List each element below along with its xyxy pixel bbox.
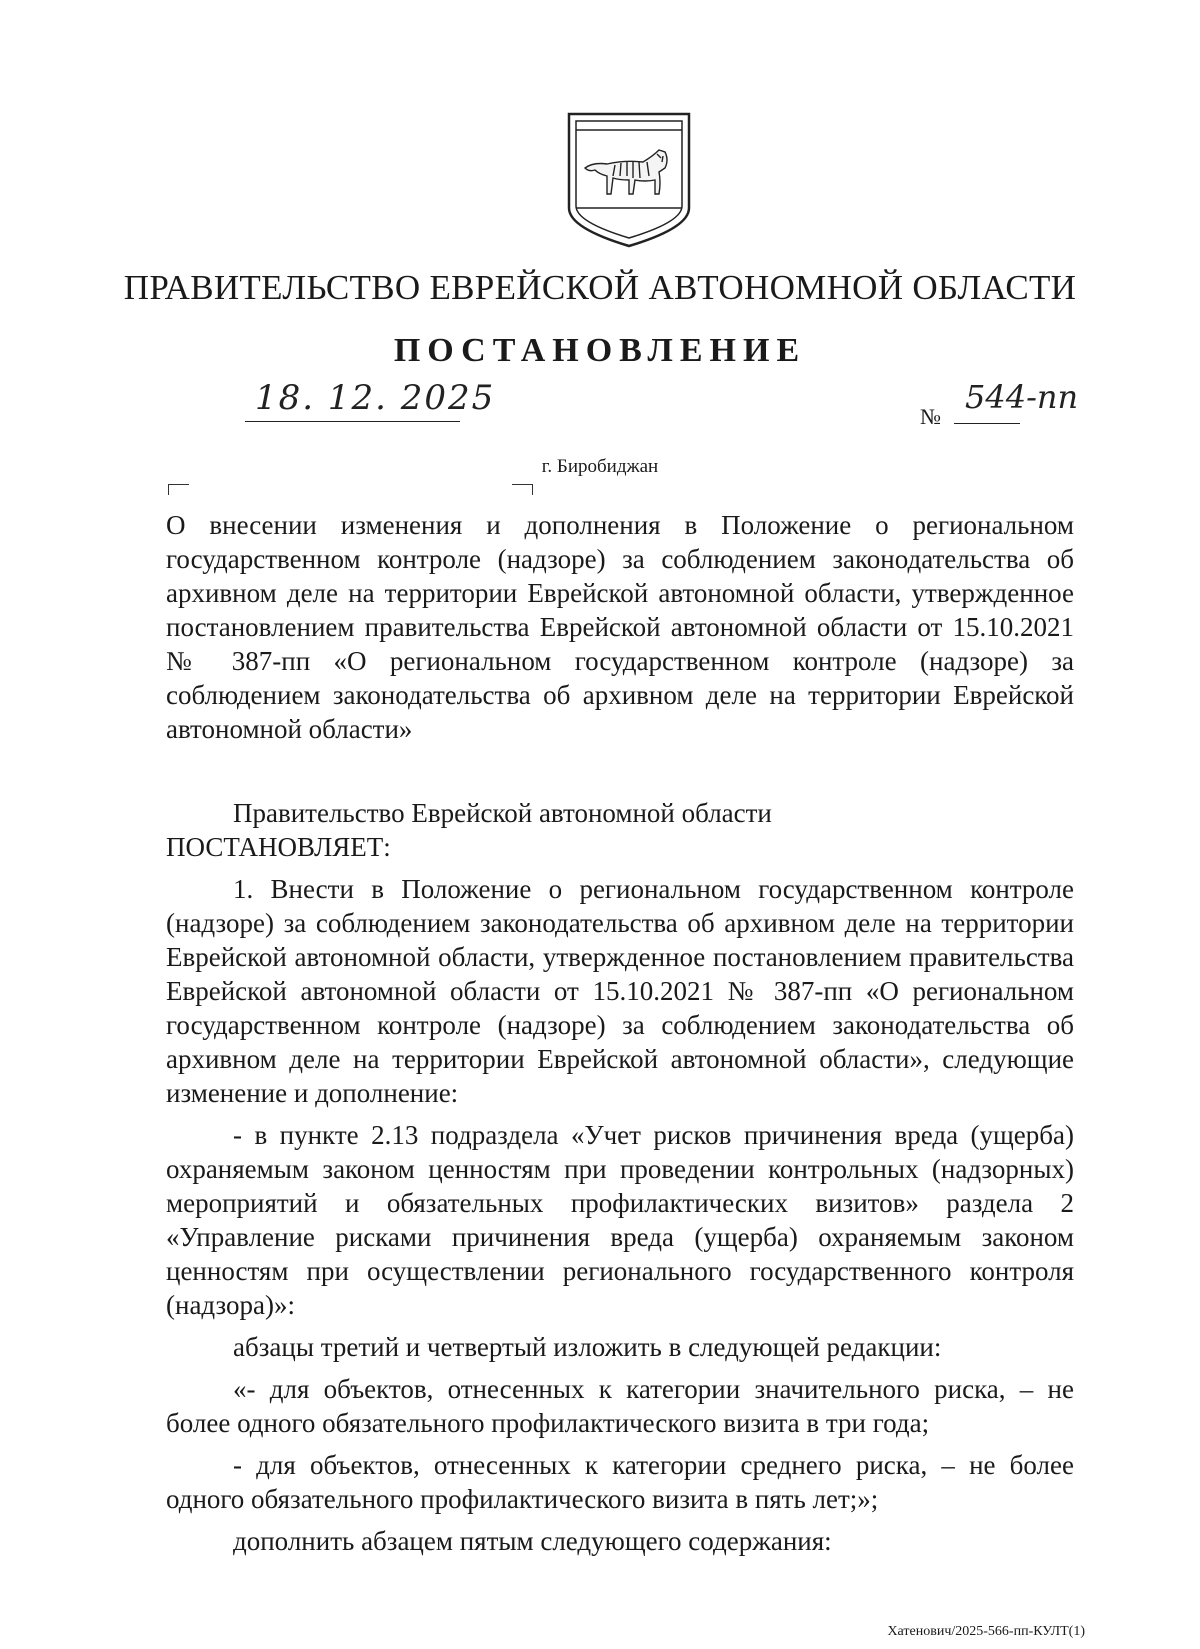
body-paragraph-clause-2-13: - в пункте 2.13 подраздела «Учет рисков причинения вреда (ущерба) охраняемым законом ценностям при проведении контрольных (надзорных) мероприятий и обязательных профилактических визитов» раздела 2 «Управление рисками причинения вреда (ущерба) охраняемым законом ценностям при осуществлении регионального государственного контроля (надзора)»: xyxy=(166,1120,1074,1320)
tiger-coat-of-arms-icon xyxy=(565,110,693,250)
document-type-title: ПОСТАНОВЛЕНИЕ xyxy=(393,332,807,369)
body-paragraph-add-fifth: дополнить абзацем пятым следующего содержания: xyxy=(233,1526,832,1556)
place-of-issue: г. Биробиджан xyxy=(541,456,659,477)
issuing-authority: ПРАВИТЕЛЬСТВО ЕВРЕЙСКОЙ АВТОНОМНОЙ ОБЛАСТИ xyxy=(123,268,1077,307)
date-underline xyxy=(245,421,460,422)
body-paragraph-government: Правительство Еврейской автономной области xyxy=(233,798,772,828)
subject-text: О внесении изменения и дополнения в Положение о региональном государственном контроле (надзоре) за соблюдением законодательства об архивном деле на территории Еврейской автономной области, утвержденное постановлением правительства Еврейской автономной области от 15.10.2021 № 387-пп «О региональном государственном контроле (надзоре) за соблюдением законодательства об архивном деле на территории Еврейской автономной области» xyxy=(166,510,1074,744)
coat-of-arms-emblem xyxy=(565,110,693,250)
document-number xyxy=(920,378,1090,434)
subject-bracket-right xyxy=(512,484,533,495)
document-body xyxy=(166,796,1074,1558)
body-paragraph-significant-risk: «- для объектов, отнесенных к категории значительного риска, – не более одного обязательного профилактического визита в три года; xyxy=(166,1374,1074,1438)
body-paragraph-paragraphs-3-4: абзацы третий и четвертый изложить в следующей редакции: xyxy=(233,1332,942,1362)
handwritten-date: 18. 12. 2025 xyxy=(255,378,496,418)
body-paragraph-resolves: ПОСТАНОВЛЯЕТ: xyxy=(166,832,391,862)
document-reference-code: Хатенович/2025-566-пп-КУЛТ(1) xyxy=(887,1624,1085,1639)
subject-bracket-left xyxy=(168,484,189,495)
number-underline xyxy=(954,423,1020,424)
document-date xyxy=(245,378,496,428)
handwritten-number: 544-пп xyxy=(965,378,1079,416)
number-sign: № xyxy=(920,404,941,429)
body-paragraph-item-1: 1. Внести в Положение о региональном государственном контроле (надзоре) за соблюдением законодательства об архивном деле на территории Еврейской автономной области, утвержденное постановлением правительства Еврейской автономной области от 15.10.2021 № 387-пп «О региональном государственном контроле (надзоре) за соблюдением законодательства об архивном деле на территории Еврейской автономной области», следующие изменение и дополнение: xyxy=(166,874,1074,1108)
body-paragraph-medium-risk: - для объектов, отнесенных к категории среднего риска, – не более одного обязательного профилактического визита в пять лет;»; xyxy=(166,1450,1074,1514)
document-subject xyxy=(166,508,1074,746)
